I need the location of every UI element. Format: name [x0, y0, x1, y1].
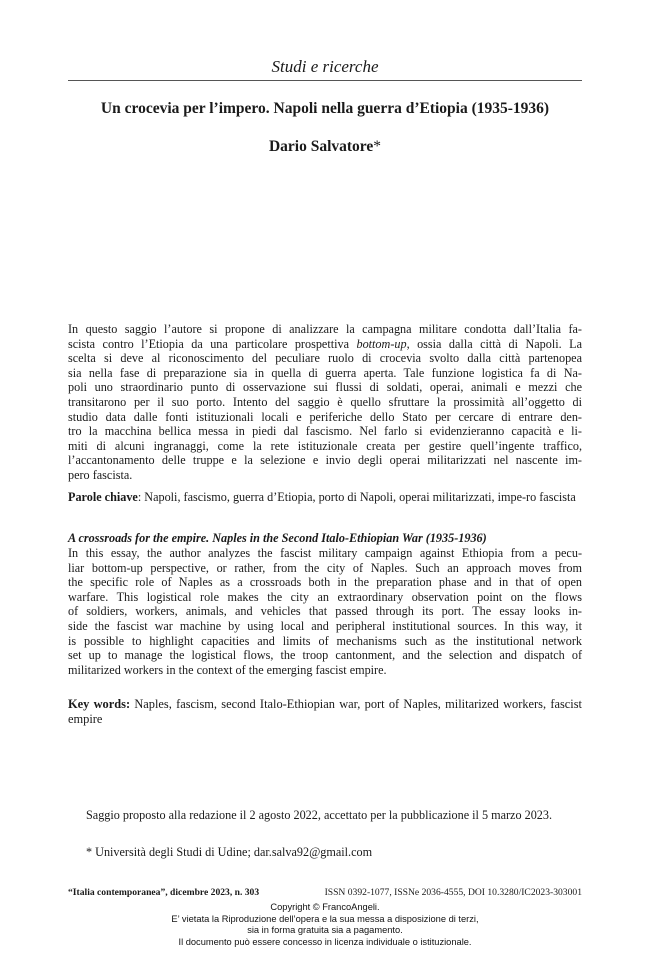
journal-identifiers: ISSN 0392-1077, ISSNe 2036-4555, DOI 10.3280/IC2023-303001	[324, 887, 582, 898]
abstract-italian-line: pero fascista.	[68, 467, 133, 482]
abstract-italian-line: In questo saggio l’autore si propone di analizzare la campagna militare condotta dall’Italia fa-	[68, 322, 582, 336]
journal-footer	[68, 887, 582, 899]
abstract-italian-line: poli uno straordinario punto di osservazione sui flussi di soldati, operai, animali e mezzi che	[68, 380, 582, 395]
article-author	[68, 137, 582, 157]
abstract-english-line: warfare. This logistical role makes the city an extraordinary observation point on the flows	[68, 589, 582, 604]
abstract-italian-line: l’accantonamento delle truppe e la selezione e invio degli operai militarizzati nel nascente im-	[68, 453, 582, 468]
keywords-italian-text: : Napoli, fascismo, guerra d’Etiopia, porto di Napoli, operai militarizzati, impe-ro fascista	[137, 490, 576, 504]
abstract-english-line: In this essay, the author analyzes the fascist military campaign against Ethiopia from a pecu-	[68, 546, 582, 560]
abstract-italian	[68, 322, 582, 483]
abstract-english-line: is possible to highlight capacities and limits of mechanisms such as the institutional network	[68, 633, 582, 648]
abstract-english-line: side the fascist war machine by using local and peripheral institutional sources. In this way, it	[68, 618, 582, 633]
keywords-italian	[68, 490, 582, 505]
submission-note: Saggio proposto alla redazione il 2 agosto 2022, accettato per la pubblicazione il 5 marzo 2023.	[86, 808, 553, 822]
copyright-line: Il documento può essere concesso in licenza individuale o istituzionale.	[178, 936, 472, 947]
abstract-italian-line: miti di alcuni ingranaggi, come la rete istituzionale creata per gestire quell’ingente traffico,	[68, 438, 582, 453]
article-title: Un crocevia per l’impero. Napoli nella guerra d’Etiopia (1935-1936)	[100, 100, 550, 117]
abstract-italian-line: tro la macchina bellica messa in piedi dal fascismo. Nel farlo si evidenzieranno capacità e li-	[68, 424, 582, 439]
abstract-english-line: of soldiers, workers, animals, and vehicles that passed through its port. The essay looks in-	[68, 604, 582, 619]
abstract-english-line: set up to manage the logistical flows, the troop cantonment, and the selection and dispatch of	[68, 648, 582, 663]
author-footnote-mark: *	[373, 138, 382, 155]
keywords-italian-label: Parole chiave	[68, 490, 138, 504]
abstract-english	[68, 546, 582, 677]
keywords-english	[68, 697, 582, 727]
abstract-english-heading: A crossroads for the empire. Naples in the Second Italo-Ethiopian War (1935-1936)	[68, 531, 487, 545]
author-name: Dario Salvatore	[268, 138, 374, 155]
affiliation-note: * Università degli Studi di Udine; dar.salva92@gmail.com	[86, 845, 373, 859]
copyright-line: E’ vietata la Riproduzione dell’opera e la sua messa a disposizione di terzi,	[171, 913, 479, 924]
abstract-english-line: militarized workers in the context of the emerging fascist empire.	[68, 662, 387, 677]
section-heading: Studi e ricerche	[271, 57, 379, 76]
abstract-italian-line: scelta si deve al riconoscimento del peculiare ruolo di crocevia svolto dalla città partenopea	[68, 351, 582, 366]
emphasis-text: bottom-up	[356, 336, 407, 351]
abstract-italian-line: scista contro l’Etiopia da una particolare prospettiva bottom-up, ossia dalla città di Napoli. La	[68, 336, 582, 351]
keywords-english-label: Key words:	[68, 697, 131, 711]
keywords-english-text: Naples, fascism, second Italo-Ethiopian war, port of Naples, militarized workers, fascist empire	[68, 697, 582, 726]
copyright-line: Copyright © FrancoAngeli.	[270, 902, 380, 912]
header-rule	[68, 80, 582, 81]
copyright-line: sia in forma gratuita sia a pagamento.	[247, 925, 403, 936]
abstract-italian-line: sia nella fase di preparazione sia in quella di guerra aperta. Tale funzione logistica fa di Na-	[68, 365, 582, 380]
abstract-english-line: liar bottom-up perspective, or rather, from the city of Naples. Such an approach moves from	[68, 560, 582, 575]
copyright-notice	[0, 902, 650, 948]
abstract-english-line: the specific role of Naples as a crossroads both in the preparation phase and in that of open	[68, 575, 582, 590]
abstract-italian-line: transitarono per il suo porto. Intento del saggio è quello sfruttare la prossimità all’oggetto di	[68, 394, 582, 409]
abstract-italian-line: studio data dalle fonti istituzionali locali e periferiche dello Stato per cercare di entrare den-	[68, 409, 582, 424]
journal-citation: “Italia contemporanea”, dicembre 2023, n. 303	[68, 887, 260, 898]
